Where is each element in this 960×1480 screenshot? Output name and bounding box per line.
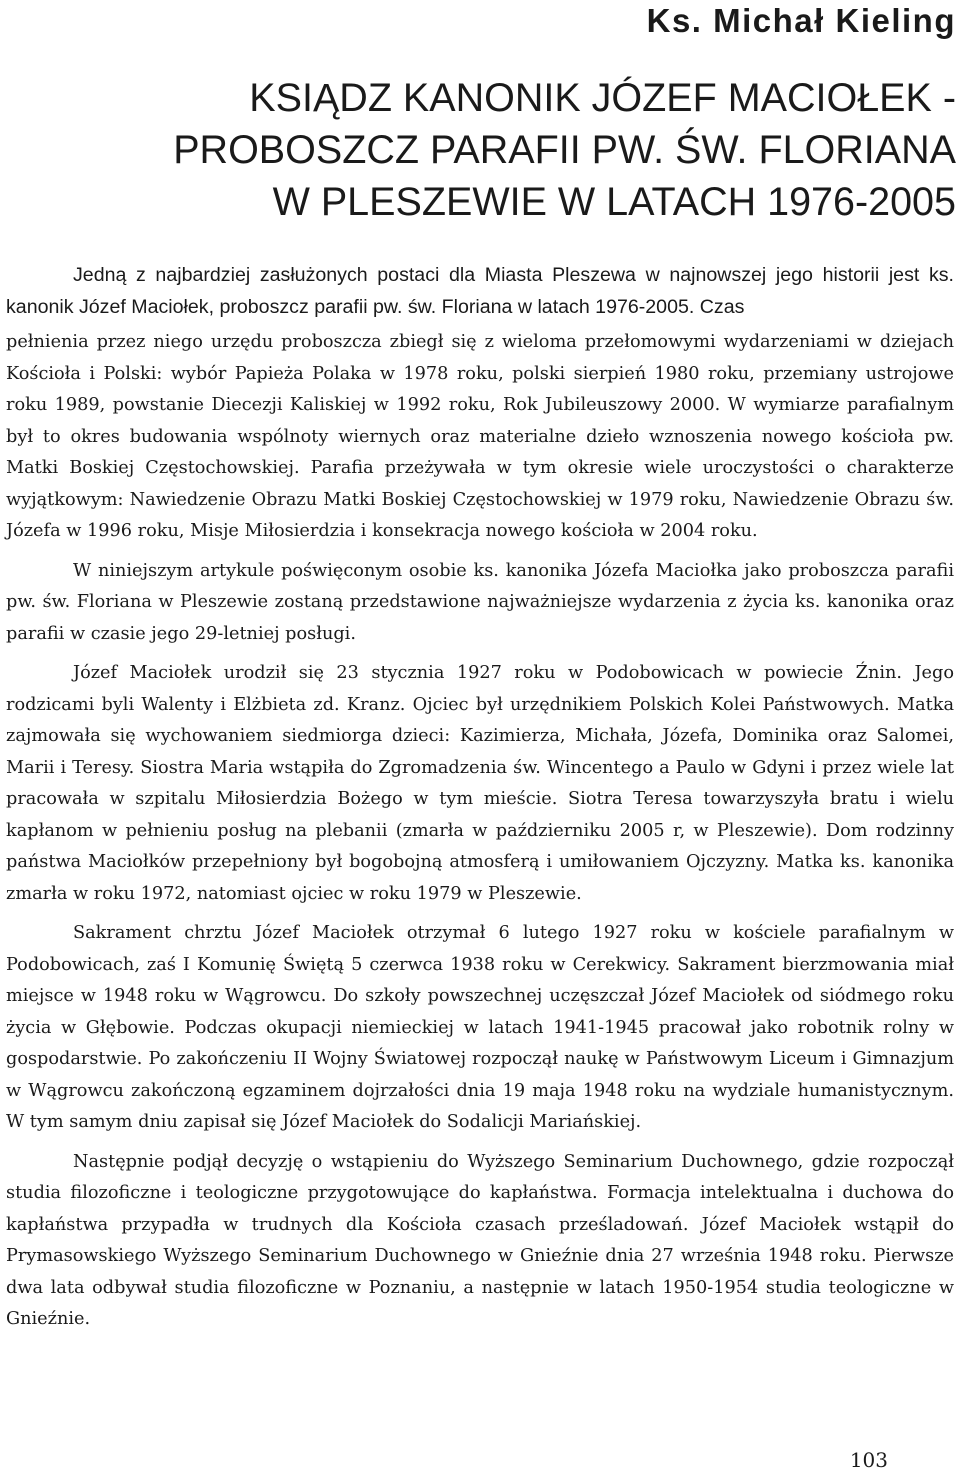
article-title <box>56 72 956 228</box>
body-paragraph: pełnienia przez niego urzędu proboszcza zbiegł się z wieloma przełomowymi wydarzeniami w dziejach Kościoła i Polski: wybór Papieża Polaka w 1978 roku, polski sierpień 1980 roku, przemiany ustrojowe roku 1989, powstanie Diecezji Kaliskiej w 1992 roku, Rok Jubileuszowy 2000. W wymiarze parafialnym był to okres budowania wspólnoty wiernych oraz materialne dzieło wznoszenia nowego kościoła pw. Matki Boskiej Częstochowskiej. Parafia przeżywała w tym okresie wiele uroczystości o charakterze wyjątkowym: Nawiedzenie Obrazu Matki Boskiej Częstochowskiej w 1979 roku, Nawiedzenie Obrazu św. Józefa w 1996 roku, Misje Miłosierdzia i konsekracja nowego kościoła w 2004 roku. <box>6 332 954 541</box>
body-paragraph: Następnie podjął decyzję o wstąpieniu do Wyższego Seminarium Duchownego, gdzie rozpoczął studia filozoficzne i teologiczne przygotowujące do kapłaństwa. Formacja intelektualna i duchowa do kapłaństwa przypadła w trudnych dla Kościoła czasach prześladowań. Józef Maciołek wstąpił do Prymasowskiego Wyższego Seminarium Duchownego w Gnieźnie dnia 27 września 1948 roku. Pierwsze dwa lata odbywał studia filozoficzne w Poznaniu, a następnie w latach 1950-1954 studia teologiczne w Gnieźnie. <box>6 1151 954 1329</box>
body-paragraph: W niniejszym artykule poświęconym osobie ks. kanonika Józefa Maciołka jako proboszcza parafii pw. św. Floriana w Pleszewie zostaną przedstawione najważniejsze wydarzenia z życia ks. kanonika oraz parafii w czasie jego 29-letniej posługi. <box>6 560 954 644</box>
intro-paragraph: Jedną z najbardziej zasłużonych postaci dla Miasta Pleszewa w najnowszej jego historii jest ks. kanonik Józef Maciołek, proboszcz parafii pw. św. Floriana w latach 1976-2005. Czas <box>6 264 954 318</box>
page-number: 103 <box>849 1448 888 1472</box>
body-paragraph: Józef Maciołek urodził się 23 stycznia 1927 roku w Podobowicach w powiecie Źnin. Jego rodzicami byli Walenty i Elżbieta zd. Kranz. Ojciec był urzędnikiem Polskich Kolei Państwowych. Matka zajmowała się wychowaniem siedmiorga dzieci: Kazimierza, Michała, Józefa, Dominika oraz Salomei, Marii i Teresy. Siostra Maria wstąpiła do Zgromadzenia św. Wincentego a Paulo w Gdyni i przez wiele lat pracowała w szpitalu Miłosierdzia Bożego w tym mieście. Siotra Teresa towarzyszyła bratu i wielu kapłanom w pełnieniu posług na plebanii (zmarła w październiku 2005 r, w Pleszewie). Dom rodzinny państwa Maciołków przepełniony był bogobojną atmosferą i umiłowaniem Ojczyzny. Matka ks. kanonika zmarła w roku 1972, natomiast ojciec w roku 1979 w Pleszewie. <box>6 663 954 904</box>
article-title-line: W PLESZEWIE W LATACH 1976-2005 <box>272 180 956 224</box>
author-name: Ks. Michał Kieling <box>646 2 956 39</box>
body-paragraph: Sakrament chrztu Józef Maciołek otrzymał 6 lutego 1927 roku w kościele parafialnym w Podobowicach, zaś I Komunię Świętą 5 czerwca 1938 roku w Cerekwicy. Sakrament bierzmowania miał miejsce w 1948 roku w Wągrowcu. Do szkoły powszechnej uczęszczał Józef Maciołek od siódmego roku życia w Głębowie. Podczas okupacji niemieckiej w latach 1941-1945 pracował jako robotnik rolny w gospodarstwie. Po zakończeniu II Wojny Światowej rozpoczął naukę w Państwowym Liceum i Gimnazjum w Wągrowcu zakończoną egzaminem dojrzałości dnia 19 maja 1948 roku na wydziale humanistycznym. W tym samym dniu zapisał się Józef Maciołek do Sodalicji Mariańskiej. <box>6 923 954 1132</box>
article-body <box>6 327 954 1336</box>
article-title-line: PROBOSZCZ PARAFII PW. ŚW. FLORIANA <box>173 128 956 172</box>
article-title-line: KSIĄDZ KANONIK JÓZEF MACIOŁEK - <box>249 76 956 120</box>
